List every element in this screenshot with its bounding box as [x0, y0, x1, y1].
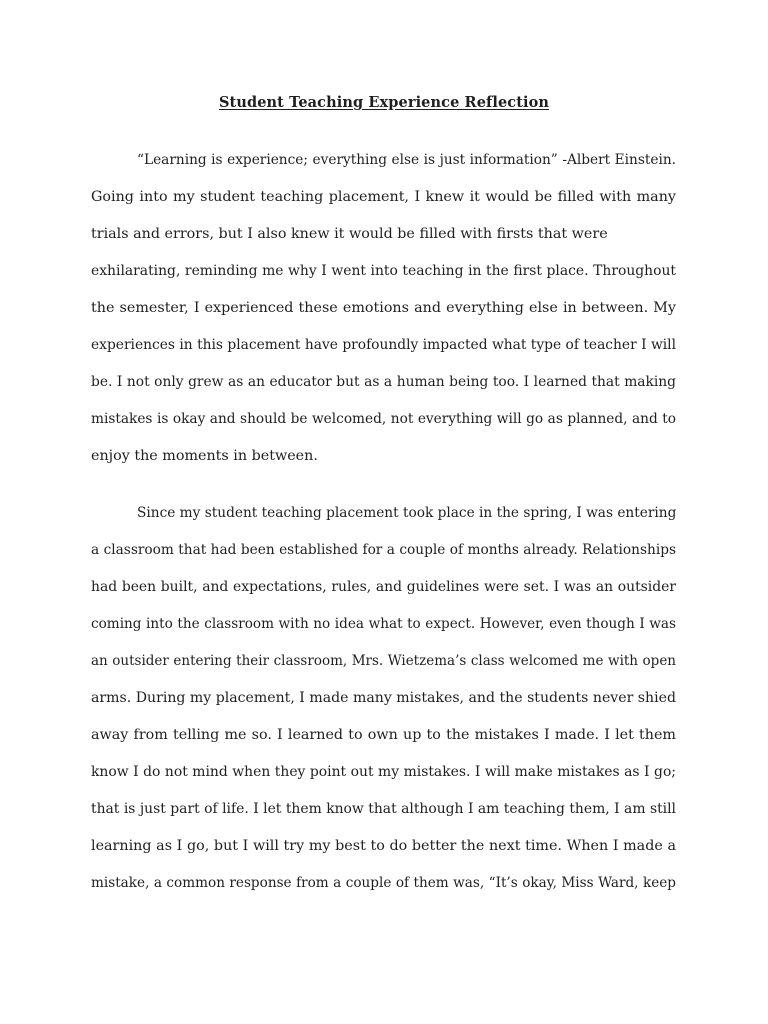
- paragraph-2-line-5: an outsider entering their classroom, Mrs. Wietzema’s class welcomed me with open: [91, 653, 676, 669]
- paragraph-2-line-11: mistake, a common response from a couple of them was, “It’s okay, Miss Ward, keep: [91, 875, 676, 891]
- paragraph-1-line-9: enjoy the moments in between.: [91, 448, 318, 464]
- paragraph-1-line-6: experiences in this placement have profoundly impacted what type of teacher I will: [91, 337, 676, 353]
- paragraph-1-line-3: trials and errors, but I also knew it would be filled with firsts that were: [91, 226, 608, 242]
- paragraph-1-line-4: exhilarating, reminding me why I went into teaching in the first place. Throughout: [91, 263, 676, 279]
- paragraph-1-line-1: “Learning is experience; everything else is just information” -Albert Einstein.: [137, 152, 676, 168]
- paragraph-2-line-9: that is just part of life. I let them know that although I am teaching them, I am still: [91, 801, 676, 817]
- paragraph-2-line-4: coming into the classroom with no idea what to expect. However, even though I was: [91, 616, 676, 632]
- paragraph-2-line-8: know I do not mind when they point out my mistakes. I will make mistakes as I go;: [91, 764, 676, 780]
- paragraph-2-line-6: arms. During my placement, I made many mistakes, and the students never shied: [91, 690, 676, 706]
- paragraph-1-line-2: Going into my student teaching placement, I knew it would be filled with many: [91, 189, 676, 205]
- paragraph-2-line-3: had been built, and expectations, rules, and guidelines were set. I was an outsider: [91, 579, 676, 595]
- paragraph-1-line-7: be. I not only grew as an educator but as a human being too. I learned that making: [91, 374, 676, 390]
- paragraph-1-line-8: mistakes is okay and should be welcomed, not everything will go as planned, and to: [91, 411, 676, 427]
- paragraph-1-line-5: the semester, I experienced these emotions and everything else in between. My: [91, 300, 676, 316]
- paragraph-2-line-2: a classroom that had been established for a couple of months already. Relationships: [91, 542, 676, 558]
- document-title: Student Teaching Experience Reflection: [218, 94, 550, 111]
- paragraph-2-line-7: away from telling me so. I learned to own up to the mistakes I made. I let them: [91, 727, 676, 743]
- paragraph-2-line-10: learning as I go, but I will try my best to do better the next time. When I made a: [91, 838, 676, 854]
- paragraph-2-line-1: Since my student teaching placement took place in the spring, I was entering: [137, 505, 677, 521]
